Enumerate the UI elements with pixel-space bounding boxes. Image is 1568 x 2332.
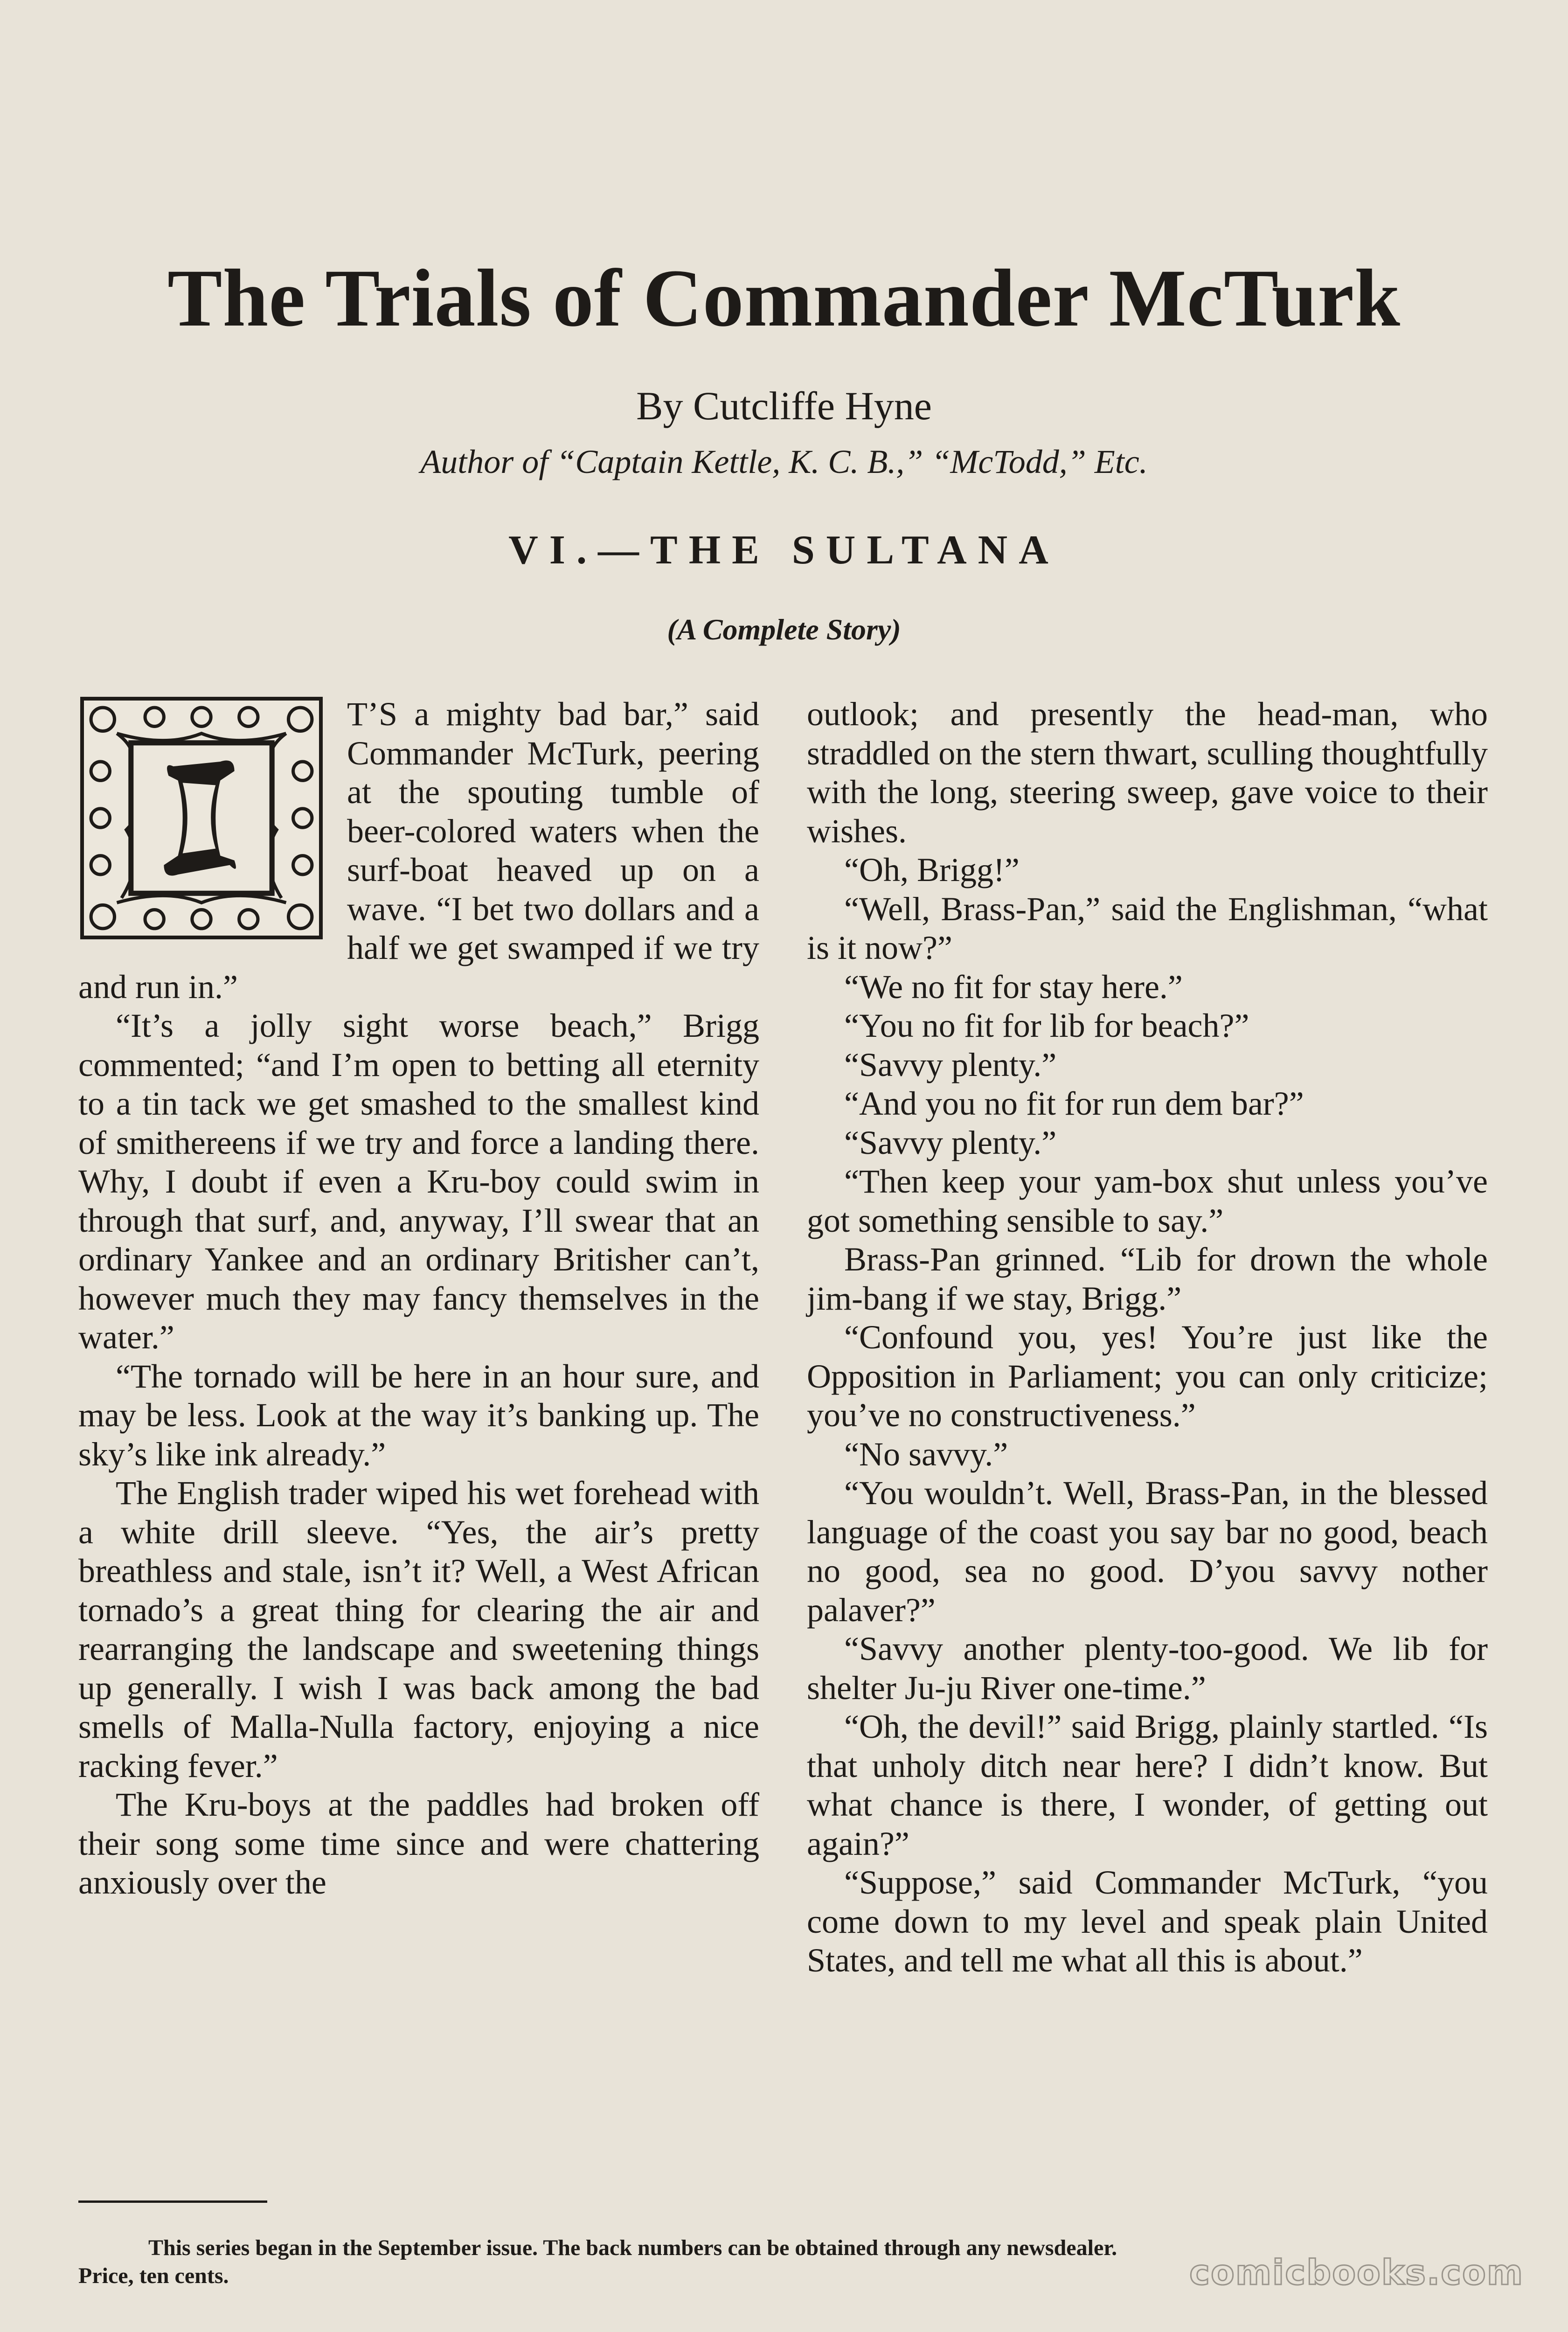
part-title: VI.—THE SULTANA <box>508 527 1060 573</box>
footnote-price: Price, ten cents. <box>78 2263 229 2288</box>
author-note: Author of “Captain Kettle, K. C. B.,” “McTodd,” Etc. <box>420 443 1148 480</box>
paragraph: “Oh, the devil!” said Brigg, plainly startled. “Is that unholy ditch near here? I didn’t know. But what chance is there, I wonder, of getting out again?” <box>807 1708 1488 1862</box>
paragraph: “The tornado will be here in an hour sure, and may be less. Look at the way it’s banking up. The sky’s like ink already.” <box>78 1357 759 1473</box>
paragraph: “You wouldn’t. Well, Brass-Pan, in the blessed language of the coast you say bar no good, beach no good, sea no good. D’you savvy nother palaver?” <box>807 1474 1488 1629</box>
left-column <box>78 695 759 1902</box>
paragraph: “Suppose,” said Commander McTurk, “you come down to my level and speak plain United States, and tell me what all this is about.” <box>807 1864 1488 1979</box>
paragraph: “Savvy plenty.” <box>844 1124 1057 1161</box>
paragraph: The Kru-boys at the paddles had broken off their song some time since and were chattering anxiously over the <box>78 1786 759 1901</box>
story-subtitle: (A Complete Story) <box>667 613 901 646</box>
paragraph: T’S a mighty bad bar,” said Commander McTurk, peering at the spouting tumble of beer-colored waters when the surf-boat heaved up on a wave. “I bet two dollars and a half we get swamped if we try and run in.” <box>78 695 759 1006</box>
paragraph: “Savvy plenty.” <box>844 1046 1057 1083</box>
paragraph: “We no fit for stay here.” <box>844 968 1183 1006</box>
drop-cap-illustration <box>80 697 323 939</box>
right-column <box>807 695 1488 1980</box>
paragraph: “And you no fit for run dem bar?” <box>844 1085 1304 1122</box>
paragraph: “It’s a jolly sight worse beach,” Brigg commented; “and I’m open to betting all eternity to a tin tack we get smashed to the smallest kind of smithereens if we try and force a landing there. Why, I doubt if even a Kru-boy could swim in through that surf, and, anyway, I’ll swear that an ordinary Yankee and an ordinary Britisher can’t, however much they may fancy themselves in the water.” <box>78 1007 759 1356</box>
paragraph: “You no fit for lib for beach?” <box>844 1007 1249 1044</box>
watermark: comicbooks.com <box>1189 2253 1524 2293</box>
ornament-icon <box>84 701 319 936</box>
byline: By Cutcliffe Hyne <box>636 383 932 428</box>
paragraph: “Then keep your yam-box shut unless you’ve got something sensible to say.” <box>807 1163 1488 1239</box>
paragraph: outlook; and presently the head-man, who straddled on the stern thwart, sculling thoughtfully with the long, steering sweep, gave voice to their wishes. <box>807 695 1488 850</box>
footnote-series-note: This series began in the September issue. The back numbers can be obtained through any newsdealer. <box>148 2235 1117 2260</box>
paragraph: The English trader wiped his wet forehead with a white drill sleeve. “Yes, the air’s pretty breathless and stale, isn’t it? Well, a West African tornado’s a great thing for clearing the air and rearranging the landscape and sweetening things up generally. I wish I was back among the bad smells of Malla-Nulla factory, enjoying a nice racking fever.” <box>78 1474 759 1784</box>
footnote-rule <box>78 2200 267 2203</box>
paragraph: “Well, Brass-Pan,” said the Englishman, “what is it now?” <box>807 890 1488 966</box>
paragraph: “Savvy another plenty-too-good. We lib for shelter Ju-ju River one-time.” <box>807 1630 1488 1707</box>
story-title: The Trials of Commander McTurk <box>167 253 1401 344</box>
paragraph: “Oh, Brigg!” <box>844 851 1020 888</box>
paragraph: Brass-Pan grinned. “Lib for drown the whole jim-bang if we stay, Brigg.” <box>807 1241 1488 1317</box>
paragraph: “Confound you, yes! You’re just like the Opposition in Parliament; you can only criticize; you’ve no constructiveness.” <box>807 1319 1488 1434</box>
paragraph: “No savvy.” <box>844 1435 1008 1473</box>
